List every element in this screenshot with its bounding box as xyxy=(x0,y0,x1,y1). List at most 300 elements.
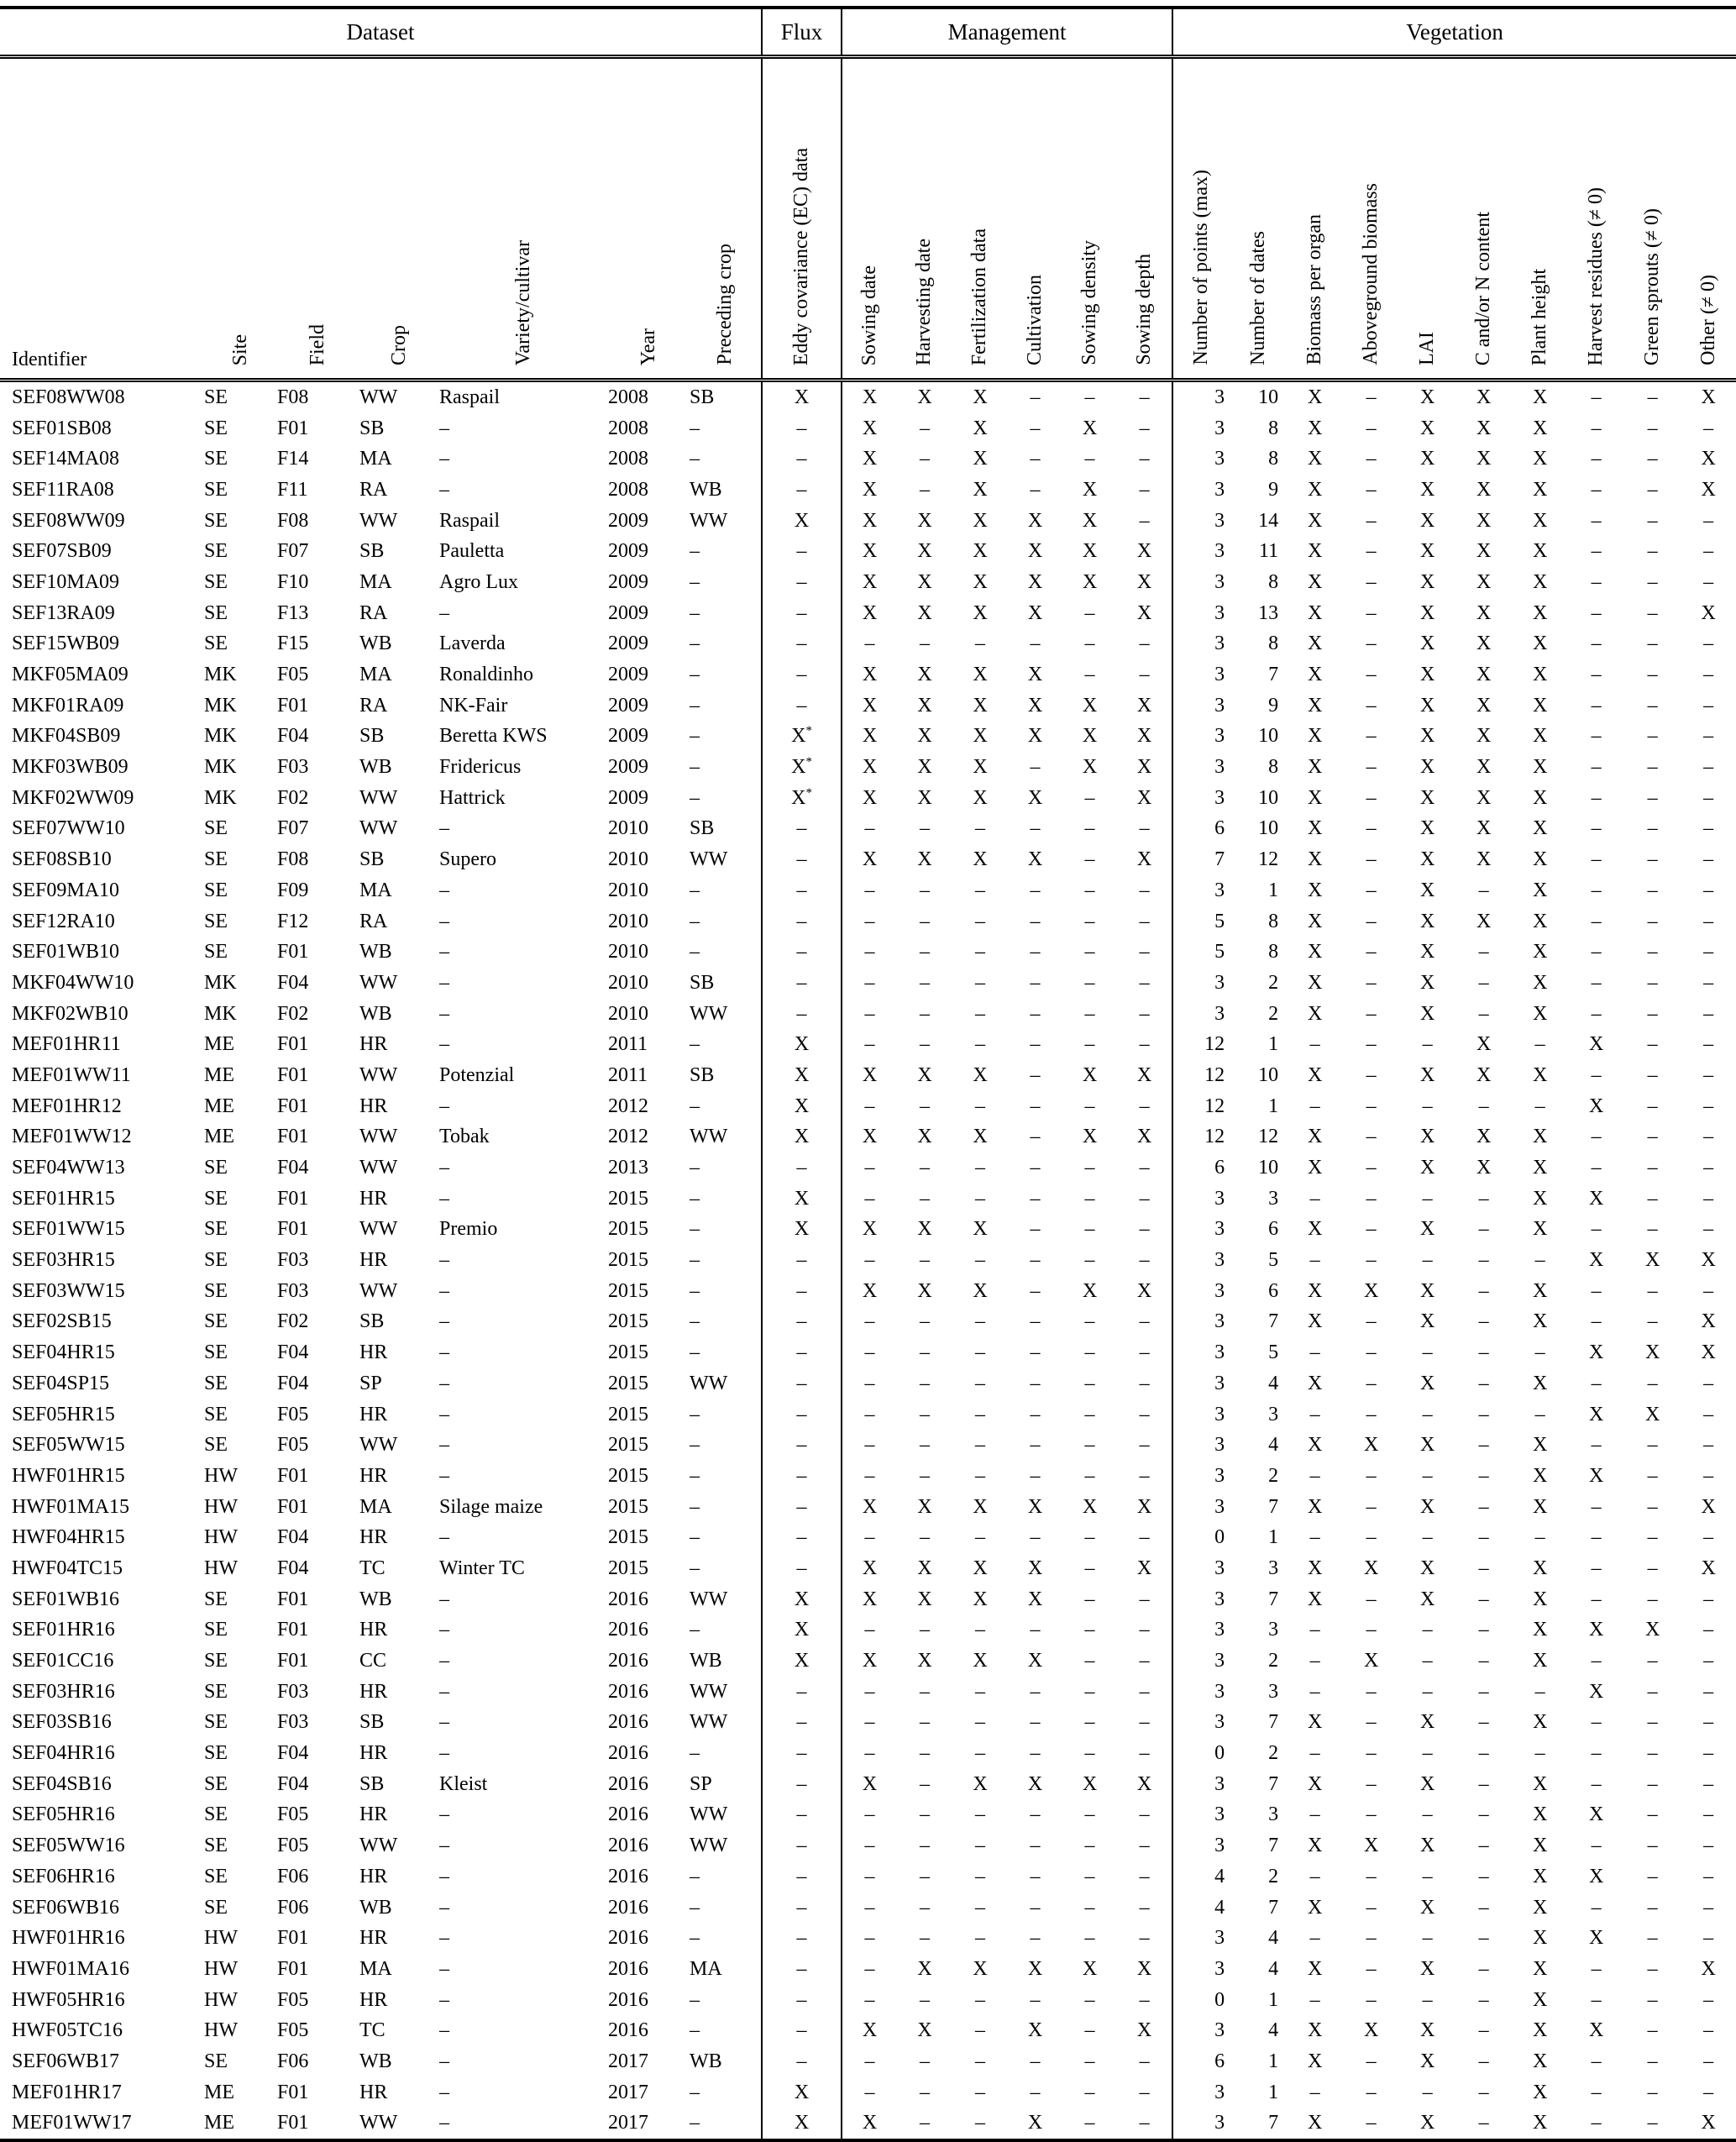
cell-sowing-date: – xyxy=(864,1464,875,1487)
cell-sowing-date: X xyxy=(862,417,878,439)
cell-preceding-crop: – xyxy=(690,1526,700,1549)
table-row xyxy=(0,659,1736,690)
cell-preceding-crop: WW xyxy=(690,848,728,871)
cell-lai: X xyxy=(1419,1557,1435,1579)
cell-harvesting-date: X xyxy=(917,786,932,809)
cell-crop: WW xyxy=(359,786,398,809)
cell-sowing-density: – xyxy=(1084,601,1095,624)
cell-c-n-content: – xyxy=(1478,1310,1489,1333)
table-row xyxy=(0,1122,1736,1153)
cell-plant-height: X xyxy=(1532,756,1548,779)
cell-biomass-per-organ: X xyxy=(1307,1957,1323,1980)
cell-site: HW xyxy=(204,1526,238,1549)
cell-site: SE xyxy=(204,540,228,563)
cell-variety-cultivar: – xyxy=(439,1095,449,1117)
cell-eddy-covariance: – xyxy=(762,875,842,906)
cell-fertilization-data: – xyxy=(975,1526,986,1549)
cell-harvest-residues: – xyxy=(1591,1495,1602,1518)
cell-sowing-date: X xyxy=(862,509,878,532)
cell-plant-height: X xyxy=(1532,971,1548,994)
cell-variety-cultivar: – xyxy=(439,1310,449,1333)
cell-fertilization-data: X xyxy=(973,664,988,686)
column-header-label: Site xyxy=(228,333,251,365)
cell-number-of-points: 3 xyxy=(1172,1461,1230,1492)
cell-sowing-date: – xyxy=(864,1803,875,1826)
cell-green-sprouts: – xyxy=(1647,1310,1658,1333)
cell-aboveground-biomass: – xyxy=(1366,694,1377,717)
cell-number-of-points: 3 xyxy=(1172,1215,1230,1246)
cell-identifier: SEF08WW09 xyxy=(12,509,125,532)
cell-sowing-depth: X xyxy=(1136,848,1152,871)
cell-sowing-date: – xyxy=(864,1835,875,1857)
table-row xyxy=(0,536,1736,567)
cell-plant-height: X xyxy=(1532,1927,1548,1950)
cell-eddy-covariance: – xyxy=(762,968,842,999)
cell-green-sprouts: – xyxy=(1647,1495,1658,1518)
cell-site: SE xyxy=(204,1218,228,1241)
cell-year: 2015 xyxy=(608,1526,648,1549)
cell-sowing-date: X xyxy=(862,1218,878,1241)
cell-green-sprouts: – xyxy=(1647,1218,1658,1241)
cell-fertilization-data: – xyxy=(975,2081,986,2103)
table-row xyxy=(0,1800,1736,1831)
cell-eddy-covariance: – xyxy=(762,659,842,690)
cell-plant-height: X xyxy=(1532,848,1548,871)
cell-harvest-residues: X xyxy=(1588,1619,1604,1641)
cell-preceding-crop: – xyxy=(690,601,700,624)
column-header-year xyxy=(608,57,690,381)
cell-cultivation: X xyxy=(1027,2112,1043,2134)
cell-plant-height: X xyxy=(1532,1988,1548,2011)
cell-aboveground-biomass: – xyxy=(1366,1002,1377,1025)
cell-sowing-density: – xyxy=(1084,1341,1095,1364)
column-header-cultivation xyxy=(1008,57,1062,381)
cell-aboveground-biomass: – xyxy=(1366,601,1377,624)
cell-aboveground-biomass: – xyxy=(1366,1711,1377,1734)
cell-plant-height: X xyxy=(1532,1126,1548,1148)
cell-crop: WB xyxy=(359,2050,392,2072)
cell-other: X xyxy=(1701,1557,1716,1579)
cell-aboveground-biomass: – xyxy=(1366,1495,1377,1518)
cell-green-sprouts: – xyxy=(1647,1033,1658,1056)
cell-c-n-content: – xyxy=(1478,1865,1489,1887)
cell-eddy-covariance: – xyxy=(762,1708,842,1739)
cell-other: – xyxy=(1703,756,1714,779)
cell-identifier: MKF03WB09 xyxy=(12,756,128,779)
cell-c-n-content: – xyxy=(1478,1711,1489,1734)
cell-aboveground-biomass: – xyxy=(1366,448,1377,470)
cell-variety-cultivar: – xyxy=(439,1157,449,1179)
cell-cultivation: – xyxy=(1030,1249,1041,1272)
table-row xyxy=(0,690,1736,722)
cell-sowing-density: – xyxy=(1084,1588,1095,1610)
cell-lai: – xyxy=(1422,1464,1433,1487)
cell-sowing-date: – xyxy=(864,1957,875,1980)
cell-variety-cultivar: – xyxy=(439,1526,449,1549)
cell-green-sprouts: – xyxy=(1647,1464,1658,1487)
cell-other: – xyxy=(1703,1126,1714,1148)
cell-crop: SP xyxy=(359,1372,382,1394)
cell-biomass-per-organ: X xyxy=(1307,2112,1323,2134)
cell-sowing-date: X xyxy=(862,448,878,470)
cell-sowing-density: X xyxy=(1082,570,1098,593)
cell-identifier: SEF01WW15 xyxy=(12,1218,125,1241)
cell-harvesting-date: – xyxy=(920,1372,931,1394)
cell-eddy-covariance: X* xyxy=(762,752,842,783)
cell-lai: – xyxy=(1422,1927,1433,1950)
cell-fertilization-data: X xyxy=(973,694,988,717)
cell-sowing-depth: X xyxy=(1136,1495,1152,1518)
cell-aboveground-biomass: – xyxy=(1366,1988,1377,2011)
cell-year: 2015 xyxy=(608,1557,648,1579)
cell-aboveground-biomass: – xyxy=(1366,848,1377,871)
cell-biomass-per-organ: X xyxy=(1307,570,1323,593)
cell-c-n-content: – xyxy=(1478,1403,1489,1425)
cell-sowing-depth: – xyxy=(1139,1341,1150,1364)
cell-variety-cultivar: Fridericus xyxy=(439,756,522,779)
cell-harvest-residues: – xyxy=(1591,540,1602,563)
cell-eddy-covariance: – xyxy=(762,1738,842,1769)
cell-lai: X xyxy=(1419,633,1435,655)
cell-crop: MA xyxy=(359,570,392,593)
cell-harvest-residues: – xyxy=(1591,879,1602,901)
cell-biomass-per-organ: – xyxy=(1309,1680,1320,1703)
cell-sowing-density: X xyxy=(1082,417,1098,439)
cell-harvesting-date: X xyxy=(917,1063,932,1086)
cell-sowing-density: – xyxy=(1084,1650,1095,1672)
table-row xyxy=(0,1985,1736,2016)
cell-plant-height: X xyxy=(1532,2112,1548,2134)
cell-sowing-date: – xyxy=(864,1526,875,1549)
cell-biomass-per-organ: – xyxy=(1309,1464,1320,1487)
cell-number-of-points: 3 xyxy=(1172,413,1230,444)
cell-other: – xyxy=(1703,1434,1714,1457)
table-row xyxy=(0,968,1736,999)
cell-fertilization-data: – xyxy=(975,1372,986,1394)
cell-preceding-crop: – xyxy=(690,1495,700,1518)
cell-c-n-content: – xyxy=(1478,1434,1489,1457)
cell-field: F06 xyxy=(277,1865,309,1887)
cell-other: – xyxy=(1703,1896,1714,1919)
cell-plant-height: X xyxy=(1532,1187,1548,1210)
cell-site: SE xyxy=(204,1157,228,1179)
table-row xyxy=(0,752,1736,783)
cell-field: F01 xyxy=(277,1588,309,1610)
cell-green-sprouts: – xyxy=(1647,1742,1658,1765)
cell-site: SE xyxy=(204,1588,228,1610)
cell-eddy-covariance: – xyxy=(762,2015,842,2046)
cell-eddy-covariance: X xyxy=(762,1060,842,1091)
cell-fertilization-data: X xyxy=(973,725,988,748)
cell-green-sprouts: – xyxy=(1647,1126,1658,1148)
cell-variety-cultivar: Ronaldinho xyxy=(439,664,533,686)
cell-eddy-covariance: X xyxy=(762,1646,842,1677)
cell-number-of-points: 12 xyxy=(1172,1029,1230,1060)
cell-aboveground-biomass: – xyxy=(1366,417,1377,439)
cell-sowing-density: – xyxy=(1084,1680,1095,1703)
cell-biomass-per-organ: X xyxy=(1307,941,1323,963)
cell-crop: CC xyxy=(359,1650,387,1672)
cell-plant-height: X xyxy=(1532,2019,1548,2042)
cell-harvest-residues: – xyxy=(1591,1372,1602,1394)
cell-eddy-covariance: – xyxy=(762,1769,842,1800)
cell-number-of-points: 3 xyxy=(1172,1276,1230,1307)
cell-preceding-crop: – xyxy=(690,756,700,779)
cell-green-sprouts: X xyxy=(1644,1249,1660,1272)
cell-sowing-date: – xyxy=(864,1002,875,1025)
cell-number-of-points: 0 xyxy=(1172,1985,1230,2016)
cell-harvest-residues: X xyxy=(1588,1464,1604,1487)
cell-harvesting-date: X xyxy=(917,848,932,871)
cell-plant-height: X xyxy=(1532,1711,1548,1734)
cell-lai: X xyxy=(1419,971,1435,994)
cell-sowing-density: X xyxy=(1082,725,1098,748)
cell-biomass-per-organ: X xyxy=(1307,1063,1323,1086)
cell-plant-height: X xyxy=(1532,1650,1548,1672)
cell-number-of-points: 3 xyxy=(1172,1184,1230,1215)
cell-cultivation: X xyxy=(1027,725,1043,748)
cell-preceding-crop: SB xyxy=(690,971,715,994)
cell-green-sprouts: – xyxy=(1647,2050,1658,2072)
column-header-label: LAI xyxy=(1416,332,1439,365)
cell-variety-cultivar: – xyxy=(439,448,449,470)
cell-plant-height: X xyxy=(1532,1002,1548,1025)
cell-aboveground-biomass: – xyxy=(1366,1187,1377,1210)
cell-lai: X xyxy=(1419,1711,1435,1734)
cell-preceding-crop: – xyxy=(690,1619,700,1641)
cell-site: SE xyxy=(204,1803,228,1826)
cell-green-sprouts: X xyxy=(1644,1403,1660,1425)
cell-aboveground-biomass: – xyxy=(1366,2050,1377,2072)
cell-fertilization-data: X xyxy=(973,1495,988,1518)
cell-eddy-covariance: – xyxy=(762,444,842,475)
cell-sowing-density: – xyxy=(1084,786,1095,809)
cell-number-of-points: 3 xyxy=(1172,659,1230,690)
cell-harvest-residues: – xyxy=(1591,786,1602,809)
cell-biomass-per-organ: X xyxy=(1307,786,1323,809)
cell-variety-cultivar: – xyxy=(439,1988,449,2011)
cell-sowing-depth: – xyxy=(1139,1526,1150,1549)
cell-crop: WW xyxy=(359,1126,398,1148)
cell-plant-height: X xyxy=(1532,1279,1548,1302)
cell-sowing-depth: – xyxy=(1139,1988,1150,2011)
cell-sowing-depth: – xyxy=(1139,1403,1150,1425)
cell-green-sprouts: X xyxy=(1644,1619,1660,1641)
table-row xyxy=(0,1522,1736,1553)
cell-year: 2010 xyxy=(608,941,648,963)
cell-biomass-per-organ: X xyxy=(1307,1896,1323,1919)
cell-number-of-points: 3 xyxy=(1172,1615,1230,1646)
cell-eddy-covariance: X xyxy=(762,1184,842,1215)
cell-lai: X xyxy=(1419,386,1435,408)
cell-eddy-covariance: – xyxy=(762,1677,842,1708)
cell-variety-cultivar: – xyxy=(439,1002,449,1025)
cell-field: F06 xyxy=(277,1896,309,1919)
cell-harvesting-date: – xyxy=(920,1033,931,1056)
cell-sowing-date: X xyxy=(862,1588,878,1610)
cell-sowing-date: – xyxy=(864,2081,875,2103)
cell-lai: X xyxy=(1419,910,1435,932)
cell-sowing-density: – xyxy=(1084,1249,1095,1272)
cell-aboveground-biomass: – xyxy=(1366,1372,1377,1394)
cell-plant-height: – xyxy=(1534,1680,1545,1703)
cell-year: 2016 xyxy=(608,1896,648,1919)
cell-c-n-content: – xyxy=(1478,1495,1489,1518)
cell-eddy-covariance: – xyxy=(762,413,842,444)
cell-sowing-density: – xyxy=(1084,1896,1095,1919)
cell-green-sprouts: – xyxy=(1647,1957,1658,1980)
cell-other: X xyxy=(1701,478,1716,501)
cell-eddy-covariance: X xyxy=(762,2108,842,2141)
cell-sowing-depth: X xyxy=(1136,786,1152,809)
cell-fertilization-data: – xyxy=(975,2019,986,2042)
table-row xyxy=(0,629,1736,660)
cell-cultivation: X xyxy=(1027,786,1043,809)
cell-eddy-covariance: – xyxy=(762,1430,842,1461)
cell-eddy-covariance: – xyxy=(762,690,842,722)
cell-number-of-points: 6 xyxy=(1172,2046,1230,2077)
cell-crop: WW xyxy=(359,1279,398,1302)
cell-sowing-date: – xyxy=(864,1927,875,1950)
cell-plant-height: – xyxy=(1534,1341,1545,1364)
cell-c-n-content: – xyxy=(1478,1896,1489,1919)
cell-number-of-points: 3 xyxy=(1172,783,1230,814)
cell-cultivation: X xyxy=(1027,1557,1043,1579)
cell-lai: X xyxy=(1419,478,1435,501)
cell-eddy-covariance: – xyxy=(762,598,842,629)
cell-identifier: SEF04HR15 xyxy=(12,1341,115,1364)
cell-aboveground-biomass: – xyxy=(1366,1095,1377,1117)
cell-field: F01 xyxy=(277,1495,309,1518)
cell-preceding-crop: – xyxy=(690,1157,700,1179)
cell-c-n-content: – xyxy=(1478,1095,1489,1117)
cell-sowing-depth: – xyxy=(1139,1711,1150,1734)
cell-crop: HR xyxy=(359,1680,388,1703)
cell-plant-height: X xyxy=(1532,1157,1548,1179)
cell-plant-height: X xyxy=(1532,1434,1548,1457)
cell-sowing-depth: – xyxy=(1139,1927,1150,1950)
cell-number-of-points: 3 xyxy=(1172,506,1230,537)
cell-lai: X xyxy=(1419,664,1435,686)
cell-harvest-residues: – xyxy=(1591,1772,1602,1795)
cell-site: SE xyxy=(204,1896,228,1919)
cell-identifier: SEF02SB15 xyxy=(12,1310,112,1333)
cell-green-sprouts: – xyxy=(1647,1772,1658,1795)
cell-aboveground-biomass: – xyxy=(1366,1742,1377,1765)
cell-other: – xyxy=(1703,664,1714,686)
cell-other: – xyxy=(1703,509,1714,532)
cell-lai: X xyxy=(1419,1218,1435,1241)
cell-sowing-date: X xyxy=(862,1126,878,1148)
cell-green-sprouts: – xyxy=(1647,1680,1658,1703)
cell-site: SE xyxy=(204,817,228,840)
cell-biomass-per-organ: – xyxy=(1309,1403,1320,1425)
cell-c-n-content: – xyxy=(1478,1372,1489,1394)
cell-lai: – xyxy=(1422,2081,1433,2103)
cell-eddy-covariance: – xyxy=(762,1152,842,1184)
cell-green-sprouts: – xyxy=(1647,1063,1658,1086)
cell-lai: – xyxy=(1422,1341,1433,1364)
cell-identifier: SEF03HR15 xyxy=(12,1249,115,1272)
cell-number-of-dates: 10 xyxy=(1258,725,1279,748)
cell-preceding-crop: WW xyxy=(690,1126,728,1148)
cell-biomass-per-organ: – xyxy=(1309,1803,1320,1826)
cell-preceding-crop: – xyxy=(690,2019,700,2042)
cell-sowing-date: X xyxy=(862,694,878,717)
column-header-label: Crop xyxy=(387,325,410,365)
cell-sowing-date: X xyxy=(862,1772,878,1795)
cell-biomass-per-organ: – xyxy=(1309,1033,1320,1056)
cell-harvesting-date: – xyxy=(920,1896,931,1919)
cell-c-n-content: – xyxy=(1478,1279,1489,1302)
cell-site: SE xyxy=(204,1249,228,1272)
cell-number-of-dates: 3 xyxy=(1268,1680,1279,1703)
cell-eddy-covariance: – xyxy=(762,1461,842,1492)
cell-harvest-residues: – xyxy=(1591,1310,1602,1333)
cell-plant-height: X xyxy=(1532,817,1548,840)
column-header-sowing-depth xyxy=(1117,57,1172,381)
cell-number-of-dates: 7 xyxy=(1268,1310,1279,1333)
cell-harvest-residues: X xyxy=(1588,1803,1604,1826)
cell-sowing-depth: – xyxy=(1139,2112,1150,2134)
cell-crop: RA xyxy=(359,478,388,501)
cell-field: F05 xyxy=(277,664,309,686)
cell-sowing-density: – xyxy=(1084,1434,1095,1457)
cell-sowing-depth: – xyxy=(1139,1619,1150,1641)
cell-cultivation: – xyxy=(1030,1002,1041,1025)
cell-number-of-dates: 8 xyxy=(1268,941,1279,963)
cell-preceding-crop: – xyxy=(690,725,700,748)
cell-year: 2016 xyxy=(608,1835,648,1857)
cell-plant-height: X xyxy=(1532,1957,1548,1980)
cell-lai: X xyxy=(1419,1157,1435,1179)
cell-other: – xyxy=(1703,1002,1714,1025)
cell-biomass-per-organ: X xyxy=(1307,1711,1323,1734)
cell-lai: X xyxy=(1419,848,1435,871)
cell-harvest-residues: – xyxy=(1591,848,1602,871)
cell-variety-cultivar: – xyxy=(439,1403,449,1425)
cell-crop: WW xyxy=(359,1157,398,1179)
cell-sowing-depth: X xyxy=(1136,601,1152,624)
cell-year: 2016 xyxy=(608,1865,648,1887)
cell-variety-cultivar: – xyxy=(439,1803,449,1826)
cell-year: 2010 xyxy=(608,971,648,994)
cell-sowing-density: – xyxy=(1084,1557,1095,1579)
cell-identifier: SEF06HR16 xyxy=(12,1865,115,1887)
cell-aboveground-biomass: – xyxy=(1366,879,1377,901)
cell-lai: – xyxy=(1422,1403,1433,1425)
cell-fertilization-data: – xyxy=(975,1249,986,1272)
cell-aboveground-biomass: X xyxy=(1363,1835,1379,1857)
cell-field: F01 xyxy=(277,1650,309,1672)
cell-aboveground-biomass: – xyxy=(1366,386,1377,408)
cell-identifier: SEF06WB17 xyxy=(12,2050,120,2072)
cell-field: F01 xyxy=(277,1095,309,1117)
cell-other: X xyxy=(1701,448,1716,470)
cell-cultivation: – xyxy=(1030,2081,1041,2103)
cell-fertilization-data: – xyxy=(975,1002,986,1025)
cell-lai: X xyxy=(1419,1495,1435,1518)
cell-sowing-depth: X xyxy=(1136,694,1152,717)
cell-harvest-residues: X xyxy=(1588,1680,1604,1703)
cell-preceding-crop: – xyxy=(690,664,700,686)
cell-biomass-per-organ: X xyxy=(1307,910,1323,932)
cell-harvest-residues: – xyxy=(1591,1126,1602,1148)
cell-harvesting-date: – xyxy=(920,1095,931,1117)
cell-field: F03 xyxy=(277,756,309,779)
column-header-plant-height xyxy=(1512,57,1568,381)
cell-number-of-dates: 7 xyxy=(1268,1495,1279,1518)
